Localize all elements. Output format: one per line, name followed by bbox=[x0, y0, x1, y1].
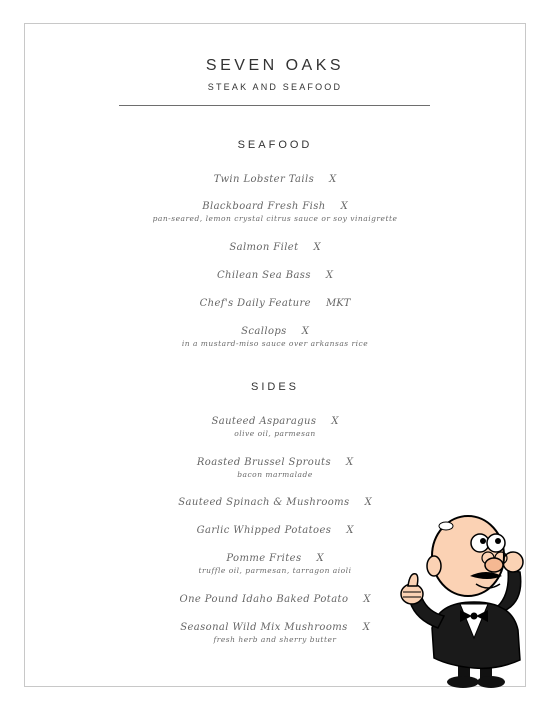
section-title-sides: SIDES bbox=[250, 381, 299, 393]
item-price: X bbox=[346, 525, 354, 536]
item-description: bacon marmalade bbox=[237, 470, 313, 479]
item-description: in a mustard-miso sauce over arkansas rice bbox=[181, 339, 369, 348]
item-name: Pomme Frites bbox=[226, 553, 302, 564]
restaurant-subtitle: STEAK AND SEAFOOD bbox=[207, 82, 343, 92]
menu-item bbox=[0, 174, 550, 185]
item-name: Scallops bbox=[241, 326, 287, 337]
menu-item bbox=[0, 457, 550, 479]
item-description: fresh herb and sherry butter bbox=[213, 635, 337, 644]
menu-item bbox=[0, 270, 550, 281]
item-name: Chef's Daily Feature bbox=[199, 298, 311, 309]
menu-item bbox=[0, 242, 550, 253]
menu-item bbox=[0, 416, 550, 438]
item-price: X bbox=[331, 416, 339, 427]
menu-item bbox=[0, 497, 550, 508]
thumbs-up-waiter-cartoon-icon bbox=[388, 510, 528, 690]
item-name: Sauteed Spinach & Mushrooms bbox=[178, 497, 350, 508]
item-name: Garlic Whipped Potatoes bbox=[196, 525, 332, 536]
item-name: Seasonal Wild Mix Mushrooms bbox=[180, 622, 348, 633]
item-description: truffle oil, parmesan, tarragon aioli bbox=[198, 566, 352, 575]
restaurant-name: SEVEN OAKS bbox=[205, 57, 345, 74]
item-price: X bbox=[362, 622, 370, 633]
menu-item bbox=[0, 201, 550, 223]
item-name: Chilean Sea Bass bbox=[217, 270, 311, 281]
item-name: One Pound Idaho Baked Potato bbox=[179, 594, 349, 605]
item-name: Sauteed Asparagus bbox=[211, 416, 317, 427]
item-price: X bbox=[329, 174, 337, 185]
item-price: X bbox=[364, 497, 372, 508]
item-price: X bbox=[313, 242, 321, 253]
item-name: Twin Lobster Tails bbox=[213, 174, 315, 185]
item-price: X bbox=[363, 594, 371, 605]
item-price: X bbox=[346, 457, 354, 468]
item-description: pan-seared, lemon crystal citrus sauce or soy vinaigrette bbox=[152, 214, 398, 223]
section-title-seafood: SEAFOOD bbox=[237, 139, 313, 151]
item-price: X bbox=[316, 553, 324, 564]
item-price: X bbox=[325, 270, 333, 281]
item-price: X bbox=[301, 326, 309, 337]
item-name: Blackboard Fresh Fish bbox=[202, 201, 326, 212]
header-divider bbox=[119, 105, 430, 106]
item-name: Roasted Brussel Sprouts bbox=[196, 457, 331, 468]
item-price: X bbox=[340, 201, 348, 212]
item-name: Salmon Filet bbox=[229, 242, 299, 253]
menu-item bbox=[0, 298, 550, 309]
menu-item bbox=[0, 326, 550, 348]
item-price: MKT bbox=[326, 298, 351, 309]
item-description: olive oil, parmesan bbox=[234, 429, 316, 438]
